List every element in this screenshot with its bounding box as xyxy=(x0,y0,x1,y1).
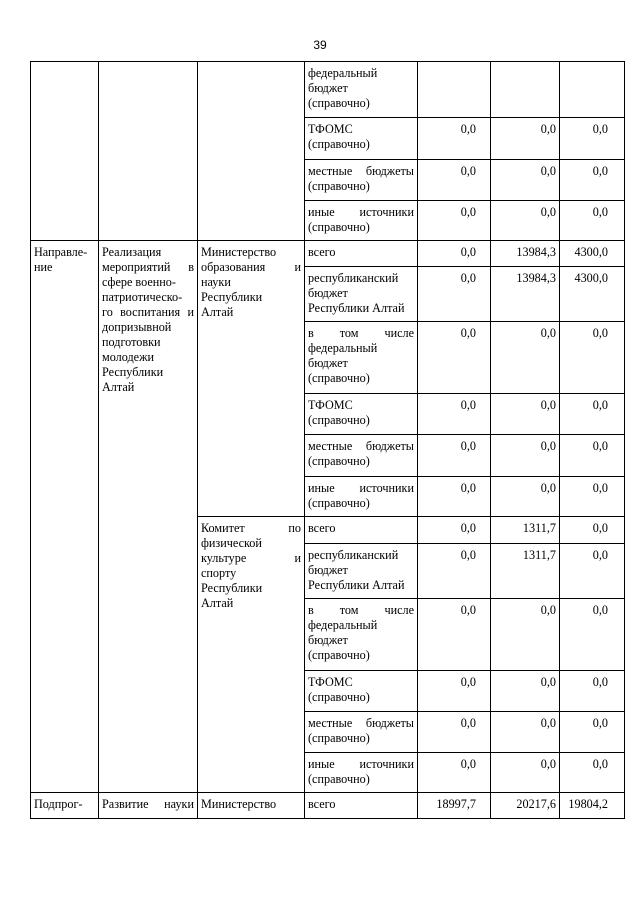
cell-line: бюджет xyxy=(308,81,348,95)
value-v2-cell: 13984,3 xyxy=(491,267,560,322)
table-body xyxy=(31,62,625,819)
cell-line: Республики xyxy=(201,581,263,595)
executor-cell xyxy=(198,517,305,793)
value-v1-cell: 0,0 xyxy=(418,435,491,477)
source-cell xyxy=(305,753,418,793)
cell-line: бюджет xyxy=(308,633,348,647)
page-number: 39 xyxy=(313,38,327,52)
cell-line: (справочно) xyxy=(308,220,370,234)
cell-line: (справочно) xyxy=(308,413,370,427)
value-v3-cell: 0,0 xyxy=(560,160,625,201)
source-cell xyxy=(305,671,418,712)
value-v3-cell: 0,0 xyxy=(560,477,625,517)
cell-line: патриотическо- xyxy=(102,290,183,304)
value-v3-cell: 0,0 xyxy=(560,544,625,599)
source-cell: всего xyxy=(305,793,418,819)
value-v2-cell: 0,0 xyxy=(491,322,560,394)
cell-line: науки xyxy=(201,275,231,289)
value-v2-cell: 1311,7 xyxy=(491,544,560,599)
source-cell xyxy=(305,712,418,753)
cell-line: Комитет по xyxy=(201,521,301,535)
value-v3-cell: 0,0 xyxy=(560,671,625,712)
value-v2-cell: 0,0 xyxy=(491,477,560,517)
value-v1-cell: 0,0 xyxy=(418,544,491,599)
cell-line: ние xyxy=(34,260,53,274)
cell-line: иные источники xyxy=(308,205,414,219)
source-cell xyxy=(305,544,418,599)
type-cell xyxy=(31,62,99,241)
cell-line: (справочно) xyxy=(308,179,370,193)
source-cell xyxy=(305,62,418,118)
cell-line: Развитие науки xyxy=(102,797,194,811)
value-v3-cell: 0,0 xyxy=(560,753,625,793)
value-v3-cell: 0,0 xyxy=(560,201,625,241)
cell-line: федеральный xyxy=(308,618,378,632)
cell-line: бюджет xyxy=(308,286,348,300)
cell-line: образования и xyxy=(201,260,301,274)
value-v2-cell: 0,0 xyxy=(491,671,560,712)
budget-table xyxy=(30,61,625,819)
value-v2-cell: 0,0 xyxy=(491,712,560,753)
value-v3-cell: 0,0 xyxy=(560,712,625,753)
cell-line: (справочно) xyxy=(308,648,370,662)
source-cell xyxy=(305,160,418,201)
value-v1-cell: 0,0 xyxy=(418,517,491,544)
value-v1-cell: 0,0 xyxy=(418,394,491,435)
cell-line: республиканский xyxy=(308,271,399,285)
source-cell xyxy=(305,267,418,322)
cell-line: подготовки xyxy=(102,335,161,349)
value-v2-cell: 0,0 xyxy=(491,599,560,671)
cell-line: ТФОМС xyxy=(308,398,353,412)
source-cell xyxy=(305,517,418,544)
value-v1-cell: 0,0 xyxy=(418,118,491,160)
cell-line: иные источники xyxy=(308,481,414,495)
cell-line: (справочно) xyxy=(308,496,370,510)
value-v3-cell: 0,0 xyxy=(560,599,625,671)
value-v2-cell: 13984,3 xyxy=(491,241,560,267)
cell-line: (справочно) xyxy=(308,772,370,786)
value-v1-cell: 18997,7 xyxy=(418,793,491,819)
cell-line: иные источники xyxy=(308,757,414,771)
cell-line: бюджет xyxy=(308,356,348,370)
value-v2-cell: 0,0 xyxy=(491,118,560,160)
cell-line: всего xyxy=(308,245,336,259)
cell-line: местные бюджеты xyxy=(308,164,414,178)
value-v1-cell xyxy=(418,62,491,118)
cell-line: республиканский xyxy=(308,548,399,562)
cell-line: в том числе xyxy=(308,603,414,617)
value-v1-cell: 0,0 xyxy=(418,267,491,322)
cell-line: (справочно) xyxy=(308,137,370,151)
cell-line: Алтай xyxy=(102,380,135,394)
cell-line: местные бюджеты xyxy=(308,716,414,730)
value-v1-cell: 0,0 xyxy=(418,241,491,267)
value-v2-cell: 0,0 xyxy=(491,435,560,477)
cell-line: спорту xyxy=(201,566,237,580)
value-v1-cell: 0,0 xyxy=(418,160,491,201)
value-v3-cell: 19804,2 xyxy=(560,793,625,819)
cell-line: федеральный xyxy=(308,341,378,355)
cell-line: Направле- xyxy=(34,245,88,259)
executor-cell xyxy=(198,62,305,241)
value-v3-cell: 0,0 xyxy=(560,322,625,394)
value-v3-cell xyxy=(560,62,625,118)
table-row xyxy=(31,62,625,118)
value-v3-cell: 0,0 xyxy=(560,118,625,160)
value-v1-cell: 0,0 xyxy=(418,477,491,517)
value-v2-cell: 0,0 xyxy=(491,394,560,435)
source-cell xyxy=(305,118,418,160)
cell-line: Алтай xyxy=(201,305,234,319)
cell-line: культуре и xyxy=(201,551,301,565)
cell-line: в том числе xyxy=(308,326,414,340)
source-cell xyxy=(305,241,418,267)
executor-cell xyxy=(198,241,305,517)
cell-line: местные бюджеты xyxy=(308,439,414,453)
value-v3-cell: 0,0 xyxy=(560,435,625,477)
value-v3-cell: 4300,0 xyxy=(560,241,625,267)
source-cell xyxy=(305,599,418,671)
name-cell xyxy=(99,62,198,241)
value-v2-cell: 1311,7 xyxy=(491,517,560,544)
value-v1-cell: 0,0 xyxy=(418,753,491,793)
cell-line: Министерство xyxy=(201,245,277,259)
cell-line: физической xyxy=(201,536,262,550)
cell-line: допризывной xyxy=(102,320,172,334)
cell-line: (справочно) xyxy=(308,690,370,704)
cell-line: ТФОМС xyxy=(308,675,353,689)
value-v1-cell: 0,0 xyxy=(418,671,491,712)
cell-line: Республики Алтай xyxy=(308,578,405,592)
cell-line: федеральный xyxy=(308,66,378,80)
cell-line: (справочно) xyxy=(308,731,370,745)
source-cell xyxy=(305,322,418,394)
cell-line: Республики xyxy=(102,365,164,379)
value-v2-cell xyxy=(491,62,560,118)
cell-line: (справочно) xyxy=(308,96,370,110)
value-v1-cell: 0,0 xyxy=(418,201,491,241)
executor-cell: Министерство xyxy=(198,793,305,819)
table-row xyxy=(31,793,625,819)
source-cell xyxy=(305,394,418,435)
cell-line: (справочно) xyxy=(308,454,370,468)
cell-line: ТФОМС xyxy=(308,122,353,136)
value-v1-cell: 0,0 xyxy=(418,712,491,753)
cell-line: Реализация xyxy=(102,245,162,259)
cell-line: го воспитания и xyxy=(102,305,194,319)
source-cell xyxy=(305,477,418,517)
source-cell xyxy=(305,201,418,241)
source-cell xyxy=(305,435,418,477)
cell-line: Алтай xyxy=(201,596,234,610)
cell-line: (справочно) xyxy=(308,371,370,385)
cell-line: сфере военно- xyxy=(102,275,176,289)
item-type-cell: Подпрог- xyxy=(31,793,99,819)
cell-line: Республики Алтай xyxy=(308,301,405,315)
item-name-cell xyxy=(99,793,198,819)
cell-line: молодежи xyxy=(102,350,155,364)
value-v1-cell: 0,0 xyxy=(418,599,491,671)
cell-line: всего xyxy=(308,521,336,535)
value-v3-cell: 0,0 xyxy=(560,394,625,435)
item-type-cell xyxy=(31,241,99,793)
cell-line: мероприятий в xyxy=(102,260,194,274)
cell-line: бюджет xyxy=(308,563,348,577)
value-v3-cell: 4300,0 xyxy=(560,267,625,322)
item-name-cell xyxy=(99,241,198,793)
value-v2-cell: 20217,6 xyxy=(491,793,560,819)
table-row xyxy=(31,241,625,267)
value-v2-cell: 0,0 xyxy=(491,201,560,241)
value-v2-cell: 0,0 xyxy=(491,753,560,793)
value-v3-cell: 0,0 xyxy=(560,517,625,544)
cell-line: Республики xyxy=(201,290,263,304)
value-v2-cell: 0,0 xyxy=(491,160,560,201)
value-v1-cell: 0,0 xyxy=(418,322,491,394)
